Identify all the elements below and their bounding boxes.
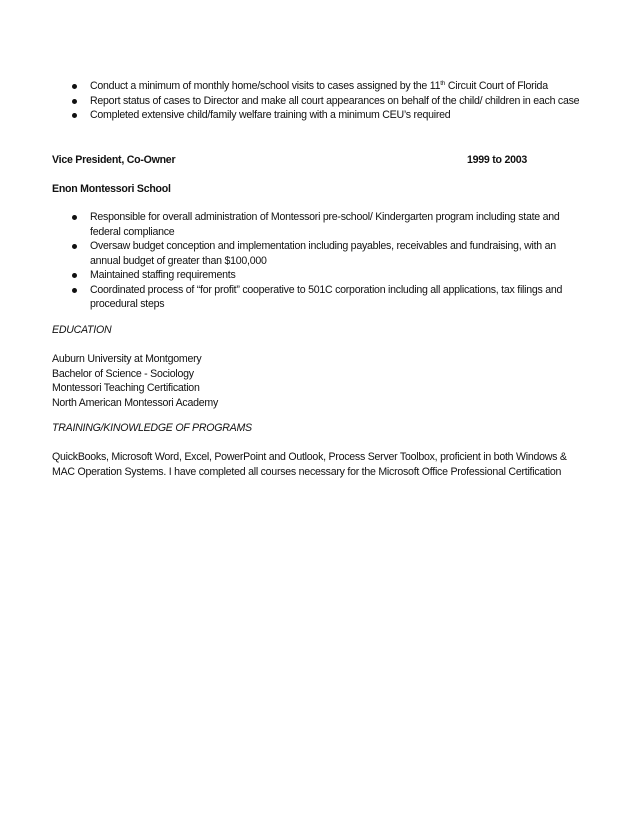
list-item	[68, 79, 588, 94]
education-line: Montessori Teaching Certification	[52, 382, 200, 394]
employer-name: Enon Montessori School	[52, 183, 171, 195]
list-item	[68, 283, 588, 312]
education-heading: EDUCATION	[52, 324, 112, 336]
bullet-text: Coordinated process of “for profit” cooperative to 501C corporation including all applications, tax filings and procedural steps	[90, 283, 563, 310]
bullet-icon	[72, 99, 77, 104]
bullet-icon	[72, 244, 77, 249]
list-item	[68, 210, 588, 239]
bullet-icon	[72, 215, 77, 220]
job-dates: 1999 to 2003	[467, 154, 528, 166]
bullet-text: Maintained staffing requirements	[90, 269, 236, 281]
bullet-icon	[72, 273, 77, 278]
bullet-text: Completed extensive child/family welfare training with a minimum CEU’s required	[90, 109, 451, 121]
list-item	[68, 268, 588, 283]
list-item	[68, 239, 588, 268]
duties-list	[68, 79, 588, 123]
education-line: Bachelor of Science - Sociology	[52, 367, 194, 380]
bullet-text: Responsible for overall administration of Montessori pre-school/ Kindergarten program including state and federal compliance	[90, 211, 560, 238]
superscript: th	[440, 80, 446, 87]
bullet-text-end: Circuit Court of Florida	[445, 80, 548, 92]
responsibilities-list	[68, 210, 588, 312]
bullet-text: Oversaw budget conception and implementation including payables, receivables and fundraising, with an annual budget of greater than $100,000	[90, 240, 556, 267]
education-line: North American Montessori Academy	[52, 396, 219, 409]
education-list	[52, 352, 218, 410]
bullet-text: Report status of cases to Director and make all court appearances on behalf of the child/ children in each case	[90, 94, 580, 107]
bullet-icon	[72, 288, 77, 293]
education-line: Auburn University at Montgomery	[52, 353, 202, 365]
job-title: Vice President, Co-Owner	[52, 154, 176, 166]
training-paragraph: QuickBooks, Microsoft Word, Excel, PowerPoint and Outlook, Process Server Toolbox, proficient in both Windows & MAC Operation Systems. I have completed all courses necessary for the Microsoft Office Professional Certification	[52, 451, 567, 478]
bullet-text: Conduct a minimum of monthly home/school visits to cases assigned by the 11	[90, 80, 441, 92]
list-item	[68, 108, 588, 123]
list-item	[68, 94, 588, 109]
bullet-icon	[72, 113, 77, 118]
bullet-icon	[72, 84, 77, 89]
training-heading: TRAINING/KINOWLEDGE OF PROGRAMS	[52, 422, 252, 434]
